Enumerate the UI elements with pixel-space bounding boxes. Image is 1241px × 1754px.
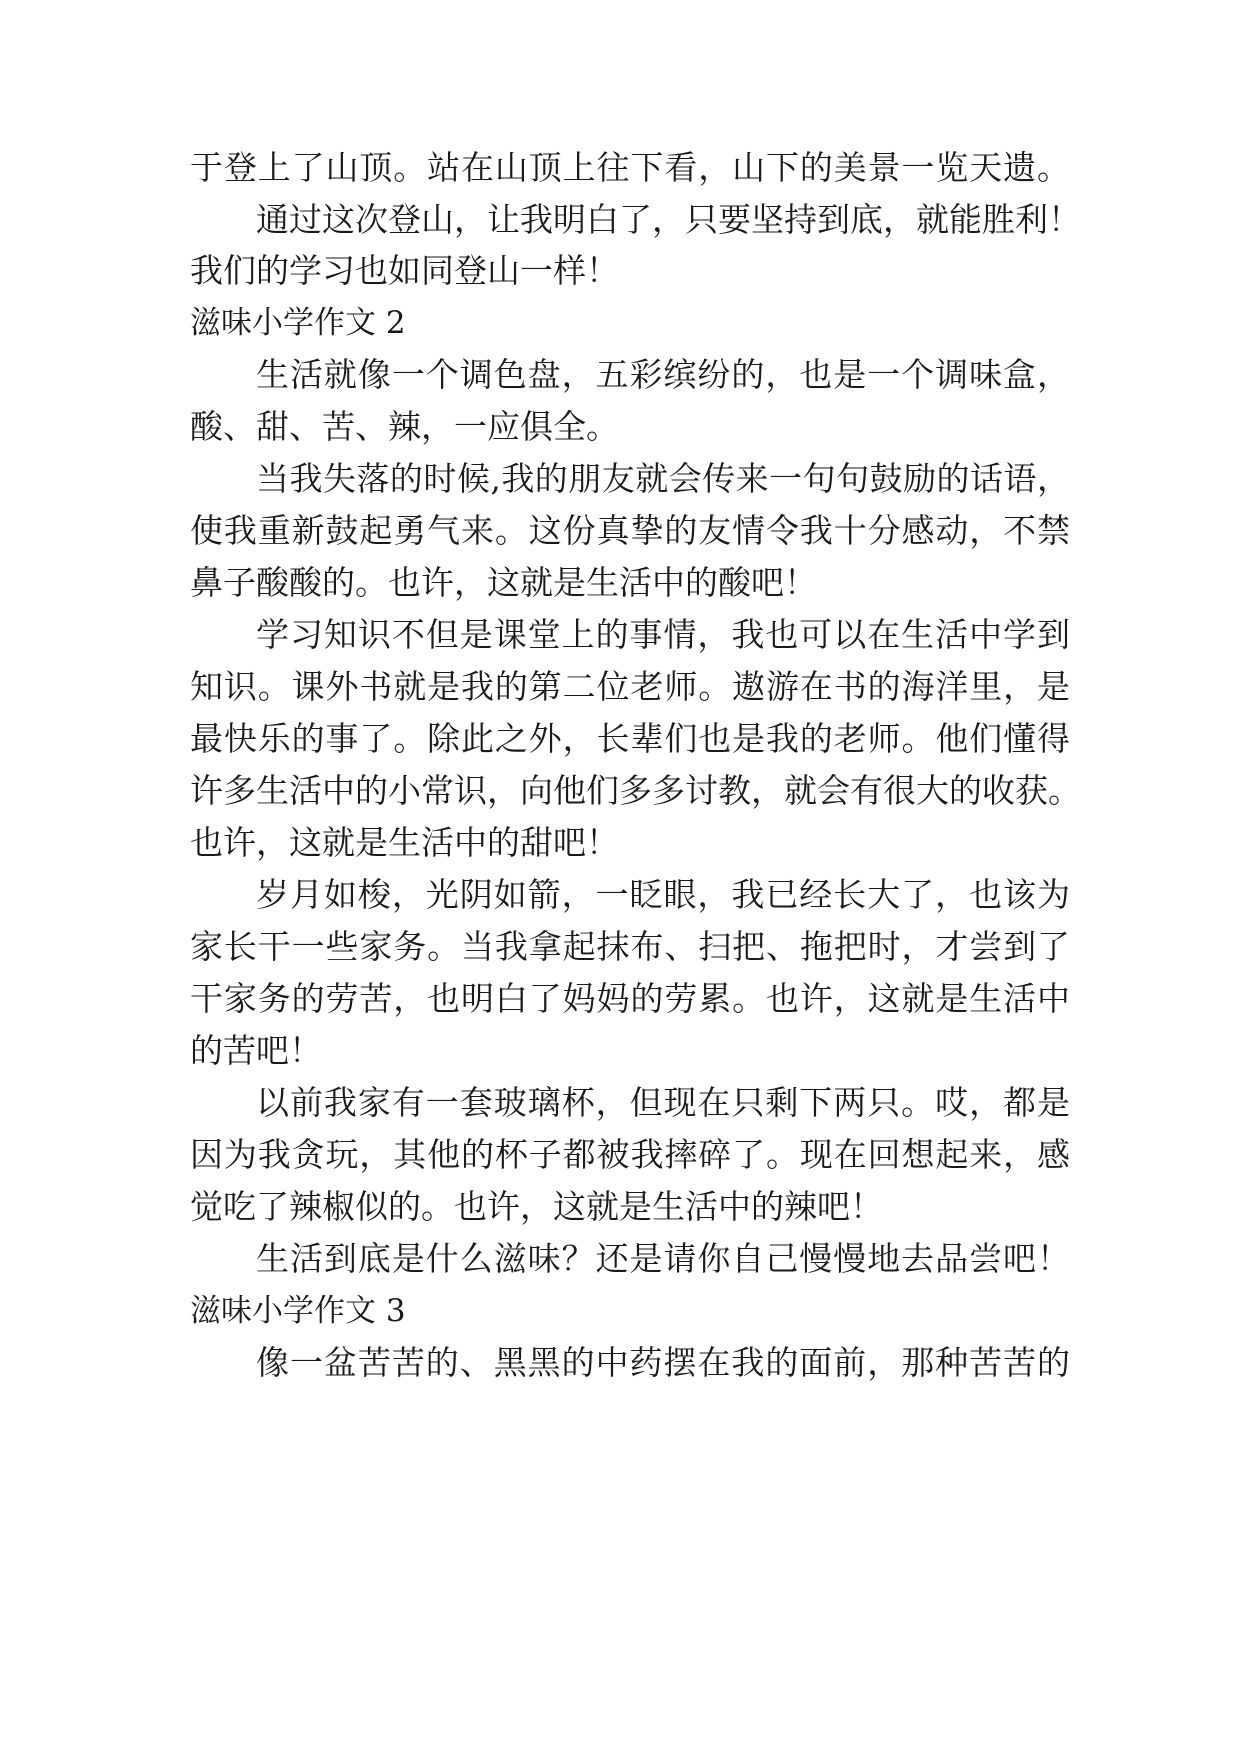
text-line: 最快乐的事了。除此之外，长辈们也是我的老师。他们懂得 bbox=[190, 719, 1070, 758]
text-line: 干家务的劳苦，也明白了妈妈的劳累。也许，这就是生活中 bbox=[190, 979, 1070, 1018]
text-line: 的苦吧！ bbox=[190, 1031, 322, 1070]
text-line: 当我失落的时候,我的朋友就会传来一句句鼓励的话语， bbox=[256, 459, 1070, 498]
text-line: 觉吃了辣椒似的。也许，这就是生活中的辣吧！ bbox=[190, 1187, 883, 1226]
text-line: 于登上了山顶。站在山顶上往下看，山下的美景一览天遗。 bbox=[190, 148, 1070, 187]
text-line: 酸、甜、苦、辣，一应俱全。 bbox=[190, 407, 619, 446]
text-line: 许多生活中的小常识，向他们多多讨教，就会有很大的收获。 bbox=[190, 771, 1081, 810]
text-line: 家长干一些家务。当我拿起抹布、扫把、拖把时，才尝到了 bbox=[190, 927, 1070, 966]
section-heading: 滋味小学作文 3 bbox=[190, 1293, 406, 1329]
text-line: 也许，这就是生活中的甜吧！ bbox=[190, 823, 619, 862]
text-line: 使我重新鼓起勇气来。这份真挚的友情令我十分感动，不禁 bbox=[190, 511, 1070, 550]
text-line: 我们的学习也如同登山一样！ bbox=[190, 251, 619, 290]
section-heading: 滋味小学作文 2 bbox=[190, 305, 406, 341]
text-line: 学习知识不但是课堂上的事情，我也可以在生活中学到 bbox=[256, 615, 1070, 654]
text-line: 岁月如梭，光阴如箭，一眨眼，我已经长大了，也该为 bbox=[256, 875, 1070, 914]
text-line: 生活到底是什么滋味？还是请你自己慢慢地去品尝吧！ bbox=[256, 1239, 1070, 1278]
text-line: 生活就像一个调色盘，五彩缤纷的，也是一个调味盒， bbox=[256, 355, 1070, 394]
text-line: 以前我家有一套玻璃杯，但现在只剩下两只。哎，都是 bbox=[256, 1083, 1070, 1122]
text-line: 知识。课外书就是我的第二位老师。遨游在书的海洋里，是 bbox=[190, 667, 1070, 706]
text-line: 通过这次登山，让我明白了，只要坚持到底，就能胜利！ bbox=[256, 200, 1081, 239]
text-line: 鼻子酸酸的。也许，这就是生活中的酸吧！ bbox=[190, 563, 817, 602]
text-line: 因为我贪玩，其他的杯子都被我摔碎了。现在回想起来，感 bbox=[190, 1135, 1070, 1174]
text-line: 像一盆苦苦的、黑黑的中药摆在我的面前，那种苦苦的 bbox=[256, 1343, 1070, 1382]
